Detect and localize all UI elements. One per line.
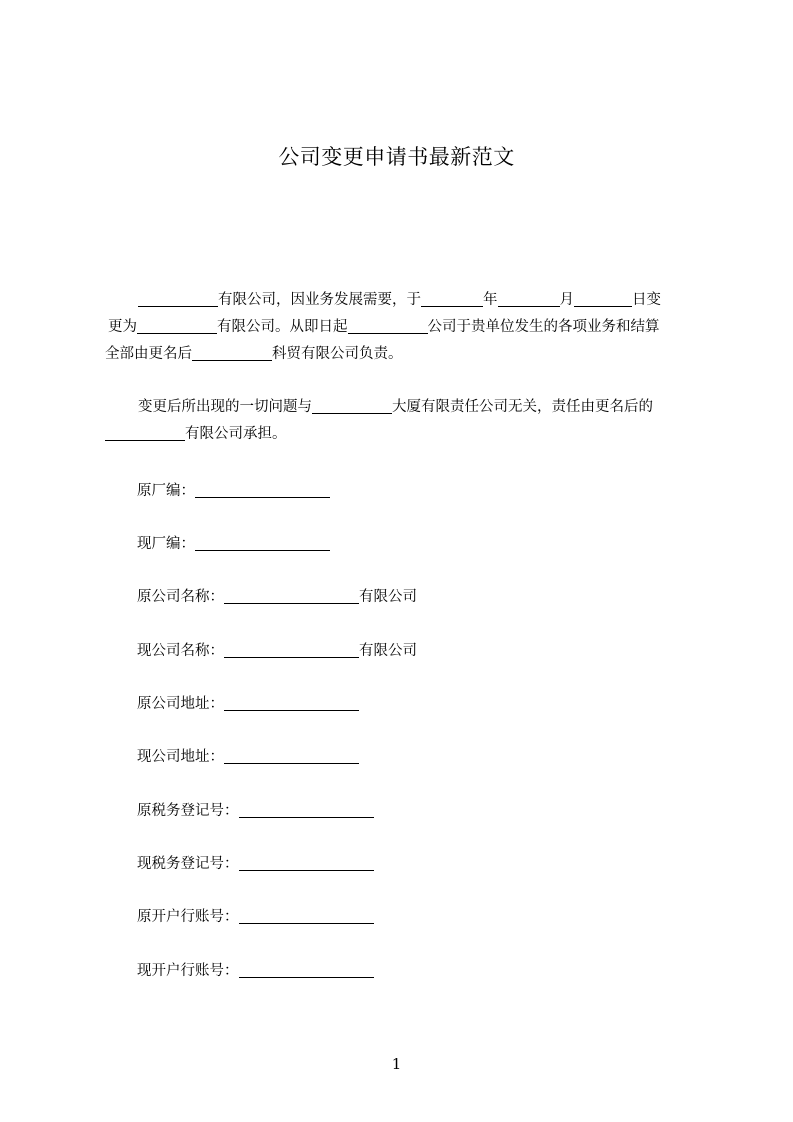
page-number: 1 [391,1055,402,1073]
blank-line[interactable] [312,397,392,414]
field-current-bank-account [137,959,374,980]
blank-line[interactable] [192,344,272,361]
field-blank[interactable] [224,641,359,658]
field-label: 现公司名称： [137,643,224,659]
text-segment: 大厦有限责任公司无关，责任由更名后的 [392,399,653,415]
field-label: 原开户行账号： [137,909,239,925]
field-label: 原税务登记号： [137,803,239,819]
paragraph-line [105,394,697,421]
field-original-company-name [137,585,417,606]
field-original-bank-account [137,905,374,926]
field-label: 现税务登记号： [137,856,239,872]
field-label: 现开户行账号： [137,963,239,979]
blank-line[interactable] [421,290,483,307]
text-segment: 有限公司承担。 [185,426,287,442]
text-segment: 日变 [632,292,661,308]
blank-line[interactable] [105,424,185,441]
paragraph-line [105,421,697,448]
field-blank[interactable] [195,534,330,551]
paragraph-line [105,341,697,368]
field-current-company-name [137,639,417,660]
blank-line[interactable] [348,317,428,334]
text-segment: 有限公司。从即日起 [217,319,348,335]
field-label: 原公司名称： [137,589,224,605]
text-segment: 更为 [108,319,137,335]
field-original-factory-code [137,479,330,500]
paragraph-liability [105,394,697,448]
field-blank[interactable] [239,854,374,871]
field-suffix: 有限公司 [359,589,417,605]
document-title: 公司变更申请书最新范文 [278,145,515,169]
text-segment: 年 [483,292,498,308]
field-label: 现厂编： [137,536,195,552]
blank-line[interactable] [138,290,218,307]
field-blank[interactable] [224,694,359,711]
field-original-company-address [137,692,359,713]
field-current-tax-registration-number [137,852,374,873]
blank-line[interactable] [574,290,632,307]
text-segment: 科贸有限公司负责。 [272,346,403,362]
field-blank[interactable] [195,481,330,498]
text-segment: 公司于贵单位发生的各项业务和结算 [427,319,660,335]
field-current-factory-code [137,532,330,553]
field-blank[interactable] [239,907,374,924]
text-segment: 变更后所出现的一切问题与 [138,399,312,415]
field-label: 原厂编： [137,483,195,499]
field-blank[interactable] [239,961,374,978]
field-blank[interactable] [224,587,359,604]
text-segment: 月 [559,292,574,308]
field-label: 原公司地址： [137,696,224,712]
field-blank[interactable] [224,747,359,764]
blank-line[interactable] [498,290,560,307]
field-label: 现公司地址： [137,749,224,765]
text-segment: 全部由更名后 [105,346,192,362]
text-segment: 有限公司，因业务发展需要，于 [218,292,421,308]
field-suffix: 有限公司 [359,643,417,659]
paragraph-line [105,314,697,341]
field-blank[interactable] [239,801,374,818]
paragraph-change-notice [105,287,697,368]
blank-line[interactable] [137,317,217,334]
paragraph-line [105,287,697,314]
field-original-tax-registration-number [137,799,374,820]
field-current-company-address [137,745,359,766]
